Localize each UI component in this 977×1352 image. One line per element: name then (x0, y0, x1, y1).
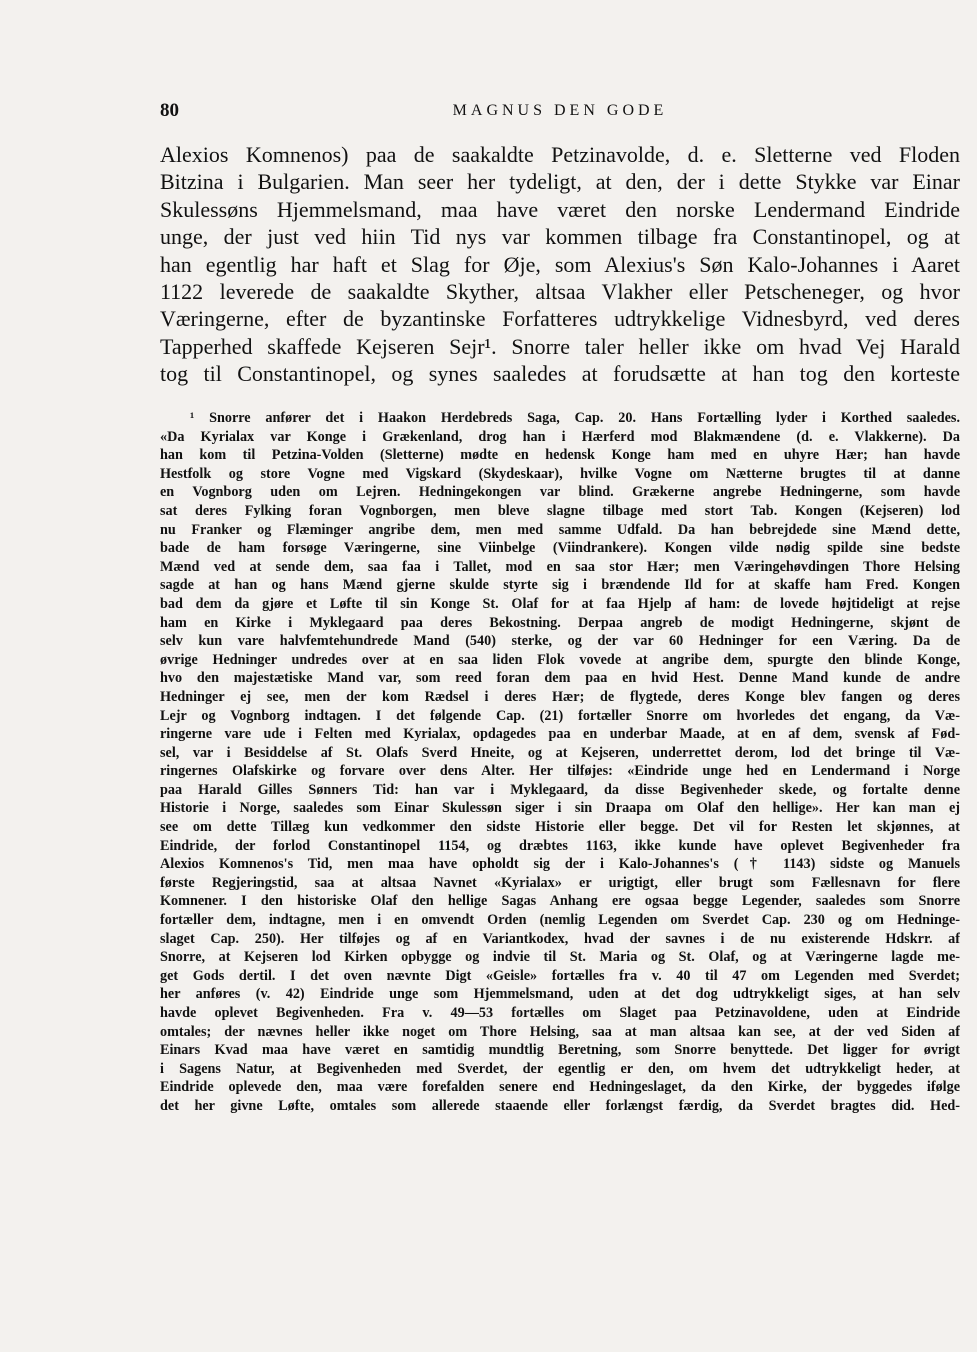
footnote-line: fortæller dem, indtagne, men i en omvendt Orden (nemlig Legenden om Sverdet Cap. 230 og om Hedninge- (160, 912, 960, 929)
footnote-line: ringerne vare ude i Felten med Kyrialax, opdagedes paa en underbar Maade, at en af dem, svensk af Fød- (160, 726, 960, 743)
footnote-line: sagde at han og hans Mænd gjerne skulde styrte sig i brændende Ild for at skaffe ham Fred. Kongen (160, 577, 960, 594)
footnote-line: det her givne Løfte, omtales som allerede staaende eller forlængst færdig, da Sverdet bragtes did. Hed- (160, 1097, 960, 1114)
footnote-line: see om dette Tillæg kun vedkommer den sidste Historie eller begge. Det vil for Resten let skjønnes, at (160, 819, 960, 836)
page-header (160, 100, 960, 124)
footnote-line: ringernes Olafskirke og forvare over dens Alter. Her tilføjes: «Eindride unge hed en Lendermand i Norge (160, 763, 960, 780)
body-line: Skulessøns Hjemmelsmand, maa have været den norske Lendermand Eindride (160, 196, 960, 222)
footnote-line: ham en Kirke i Myklegaard paa deres Bekostning. Derpaa angreb de modigt Hedningerne, skjønt de (160, 614, 960, 631)
footnote-line: Eindride, der forlod Constantinopel 1154, og dræbtes 1163, ikke kunde have oplevet Begivenheder fra (160, 837, 960, 854)
footnote-line: bade de ham forsøge Væringerne, sine Viinbelge (Viindrankere). Kongen vilde nødig spilde sine bedste (160, 540, 960, 557)
footnote-line: ¹ Snorre anfører det i Haakon Herdebreds Saga, Cap. 20. Hans Fortælling lyder i Korthed saaledes. (190, 410, 960, 426)
footnote-line: bad dem da gjøre et Løfte til sin Konge St. Olaf for at faa Hjelp af ham: de lovede højtideligt at rejse (160, 595, 960, 612)
body-line: Væringerne, efter de byzantinske Forfatteres udtrykkelige Vidnesbyrd, ved deres (160, 306, 960, 332)
footnote-line: han kom til Petzina-Volden (Sletterne) mødte en hedensk Konge ham med en uhyre Hær; han havde (160, 447, 960, 464)
footnote-line: selv kun vare halvfemtehundrede Mand (540) sterke, og der var 60 Hedninger for een Væring. Da de (160, 633, 960, 650)
footnote-line: i Sagens Natur, at Begivenheden med Sverdet, der egentlig er den, om hvem det udtrykkeligt heder, at (160, 1060, 960, 1077)
footnote-line: Hedninger ej see, men der kom Rædsel i deres Hær; de flygtede, deres Konge blev fangen og deres (160, 688, 960, 705)
footnote-line: nu Franker og Flæminger angribe dem, men med samme Udfald. Da han bebrejdede sine Mænd dette, (160, 521, 960, 538)
footnote-line: Eindride oplevede den, maa være forefalden senere end Hedningeslaget, da den Kirke, der byggedes ifølge (160, 1079, 960, 1096)
body-line: Alexios Komnenos) paa de saakaldte Petzinavolde, d. e. Sletterne ved Floden (160, 142, 960, 167)
footnote-line: hvo den majestætiske Mand var, som reed foran dem paa en hvid Hest. Denne Mand kunde de andre (160, 670, 960, 687)
footnote-line: Einars Kvad maa have været en samtidig mundtlig Beretning, som Snorre benyttede. Det ligger for øvrigt (160, 1042, 960, 1059)
footnote-line: sel, var i Besiddelse af St. Olafs Sverd Hneite, og at Kejseren, underrettet derom, lod det bringe til Væ- (160, 744, 960, 761)
footnote-line: Hestfolk og store Vogne med Vigskard (Skydeskaar), hvilke Vogne om Nætterne brugtes til at danne (160, 465, 960, 482)
footnote-line: Alexios Komnenos's Tid, men maa have opholdt sig der i Kalo-Johannes's († 1143) sidste og Manuels (160, 856, 960, 873)
body-line: han egentlig har haft et Slag for Øje, som Alexius's Søn Kalo-Johannes i Aaret (160, 251, 960, 277)
footnote-line: Snorre, at Kejseren lod Kirken opbygge og indvie til St. Maria og St. Olaf, og at Væringerne lagde me- (160, 949, 960, 966)
footnote-line: omtales; der nævnes heller ikke noget om Thore Helsing, saa at man altsaa kan see, at der ved Siden af (160, 1023, 960, 1040)
footnote-line: Historie i Norge, saaledes som Einar Skulessøn siger i sin Draapa om Olaf den hellige». Her kan man ej (160, 800, 960, 817)
footnote-text (160, 409, 960, 1116)
body-line: Tapperhed skaffede Kejseren Sejr¹. Snorre taler heller ikke om hvad Vej Harald (160, 333, 960, 359)
body-text (160, 141, 960, 388)
footnote-line: en Vognborg uden om Lejren. Hedningekongen var blind. Grækerne angrebe Hedningerne, som havde (160, 484, 960, 501)
page-number: 80 (160, 100, 179, 121)
footnote-line: Mænd ved at sende dem, saa faa i Tallet, mod en saa stor Hær; men Væringehøvdingen Thore Helsing (160, 558, 960, 575)
footnote-line: paa Harald Gilles Sønners Tid: han var i Myklegaard, da disse Begivenheder skede, og fortalte denne (160, 781, 960, 798)
footnote-line: slaget Cap. 250). Her tilføjes og af en Variantkodex, hvad der savnes i de nu existerende Hdskrr. af (160, 930, 960, 947)
body-line: Bitzina i Bulgarien. Man seer her tydeligt, at den, der i dette Stykke var Einar (160, 169, 960, 195)
footnote-line: Komnener. I den historiske Olaf den hellige Sagas Anhang ere ogsaa begge Legender, saaledes som Snorre (160, 893, 960, 910)
body-line: unge, der just ved hiin Tid nys var kommen tilbage fra Constantinopel, og at (160, 224, 960, 250)
footnote-line: øvrige Hedninger undredes over at en saa liden Flok vovede at angribe dem, spurgte den blinde Konge, (160, 651, 960, 668)
footnote-line: Lejr og Vognborg indtagen. I det følgende Cap. (21) fortæller Snorre om hvorledes det engang, da Væ- (160, 707, 960, 724)
footnote-line: sat deres Fylking foran Vognborgen, men bleve slagne tilbage med stort Tab. Kongen (Kejseren) lod (160, 502, 960, 519)
footnote-line: her anføres (v. 42) Eindride unge som Hjemmelsmand, uden at det dog udtrykkeligt siges, at han selv (160, 986, 960, 1003)
footnote-line: «Da Kyrialax var Konge i Grækenland, drog han i Hærferd mod Blakmændene (d. e. Vlakkerne). Da (160, 428, 960, 445)
body-line: 1122 leverede de saakaldte Skyther, altsaa Vlakher eller Petscheneger, og hvor (160, 278, 960, 304)
footnote-line: første Regjeringstid, saa at altsaa Navnet «Kyrialax» er urigtigt, eller brugt som Fællesnavn for flere (160, 874, 960, 891)
footnote-line: havde oplevet Begivenheden. Fra v. 49—53 fortælles om Slaget paa Petzinavoldene, uden at Eindride (160, 1005, 960, 1021)
footnote-line: get Gods dertil. I det oven nævnte Digt «Geisle» fortælles fra v. 40 til 47 om Legenden med Sverdet; (160, 967, 960, 984)
body-line: tog til Constantinopel, og synes saaledes at forudsætte at han tog den korteste (160, 361, 960, 387)
running-head: MAGNUS DEN GODE (452, 102, 668, 119)
